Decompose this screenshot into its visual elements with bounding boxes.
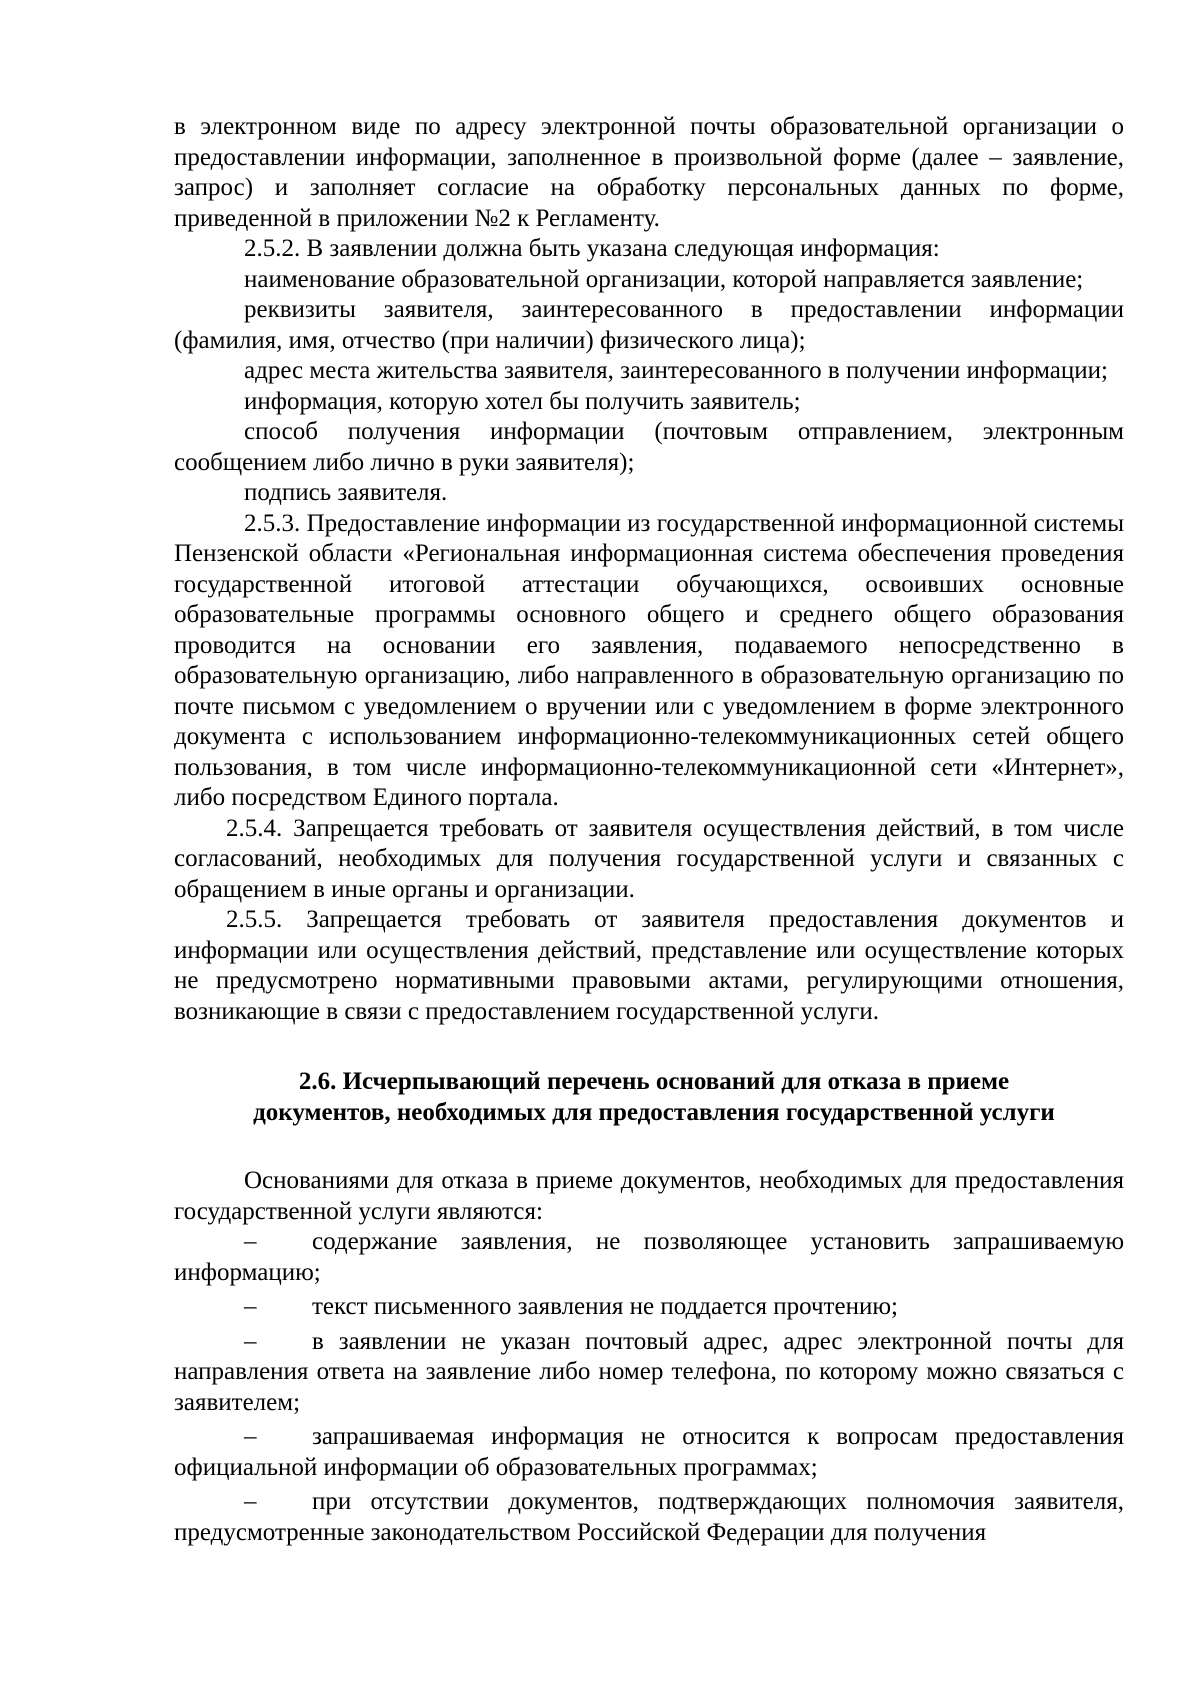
section-heading-2-6 bbox=[174, 1067, 1124, 1128]
dash-marker: – bbox=[244, 1423, 257, 1450]
list-item bbox=[174, 1327, 1124, 1419]
dash-marker: – bbox=[244, 1327, 257, 1355]
list-item bbox=[174, 1487, 1124, 1548]
list-item bbox=[174, 1227, 1124, 1288]
requirement-applicant-details: реквизиты заявителя, заинтересованного в предоставлении информации (фамилия, имя, отчество (при наличии) физического лица); bbox=[174, 296, 1124, 354]
section-heading-line-2: документов, необходимых для предоставления государственной услуги bbox=[253, 1098, 1055, 1126]
paragraph-2-5-5: 2.5.5. Запрещается требовать от заявителя предоставления документов и информации или осуществления действий, представление или осуществление которых не предусмотрено нормативными правовыми актами, регулирующими отношения, возникающие в связи с предоставлением государственной услуги. bbox=[174, 906, 1124, 1025]
requirement-information: информация, которую хотел бы получить заявитель; bbox=[244, 387, 801, 415]
dash-marker: – bbox=[244, 1228, 257, 1255]
paragraph-2-5-4: 2.5.4. Запрещается требовать от заявителя осуществления действий, в том числе согласований, необходимых для получения государственной услуги и связанных с обращением в иные органы и организации. bbox=[174, 814, 1124, 903]
document-page bbox=[174, 112, 1124, 1548]
list-item-text: текст письменного заявления не поддается прочтению; bbox=[312, 1293, 898, 1320]
refusal-intro: Основаниями для отказа в приеме документов, необходимых для предоставления государственной услуги являются: bbox=[174, 1167, 1124, 1225]
paragraph-continuation: в электронном виде по адресу электронной почты образовательной организации о предоставлении информации, заполненное в произвольной форме (далее – заявление, запрос) и заполняет согласие на обработку персональных данных по форме, приведенной в приложении №2 к Регламенту. bbox=[174, 113, 1124, 232]
section-heading-line-1: 2.6. Исчерпывающий перечень оснований для отказа в приеме bbox=[298, 1068, 1010, 1095]
list-item-text: при отсутствии документов, подтверждающих полномочия заявителя, предусмотренные законодательством Российской Федерации для получения bbox=[174, 1488, 1124, 1546]
list-item bbox=[174, 1422, 1124, 1483]
requirement-address: адрес места жительства заявителя, заинтересованного в получении информации; bbox=[244, 357, 1108, 384]
paragraph-2-5-2: 2.5.2. В заявлении должна быть указана следующая информация: bbox=[244, 235, 940, 262]
list-item-text: запрашиваемая информация не относится к вопросам предоставления официальной информации об образовательных программах; bbox=[174, 1423, 1124, 1481]
dash-marker: – bbox=[244, 1293, 257, 1320]
list-item bbox=[174, 1292, 1124, 1323]
requirement-org-name: наименование образовательной организации, которой направляется заявление; bbox=[244, 265, 1084, 293]
list-item-text: в заявлении не указан почтовый адрес, адрес электронной почты для направления ответа на заявление либо номер телефона, по которому можно связаться с заявителем; bbox=[174, 1327, 1124, 1416]
dash-marker: – bbox=[244, 1488, 257, 1515]
requirement-signature: подпись заявителя. bbox=[244, 479, 448, 506]
requirement-delivery-method: способ получения информации (почтовым отправлением, электронным сообщением либо лично в руки заявителя); bbox=[174, 418, 1124, 476]
list-item-text: содержание заявления, не позволяющее установить запрашиваемую информацию; bbox=[174, 1228, 1124, 1286]
paragraph-2-5-3: 2.5.3. Предоставление информации из государственной информационной системы Пензенской области «Региональная информационная система обеспечения проведения государственной итоговой аттестации обучающихся, освоивших основные образовательные программы основного общего и среднего общего образования проводится на основании его заявления, подаваемого непосредственно в образовательную организацию, либо направленного в образовательную организацию по почте письмом с уведомлением о вручении или с уведомлением в форме электронного документа с использованием информационно-телекоммуникационных сетей общего пользования, в том числе информационно-телекоммуникационной сети «Интернет», либо посредством Единого портала. bbox=[174, 509, 1124, 811]
